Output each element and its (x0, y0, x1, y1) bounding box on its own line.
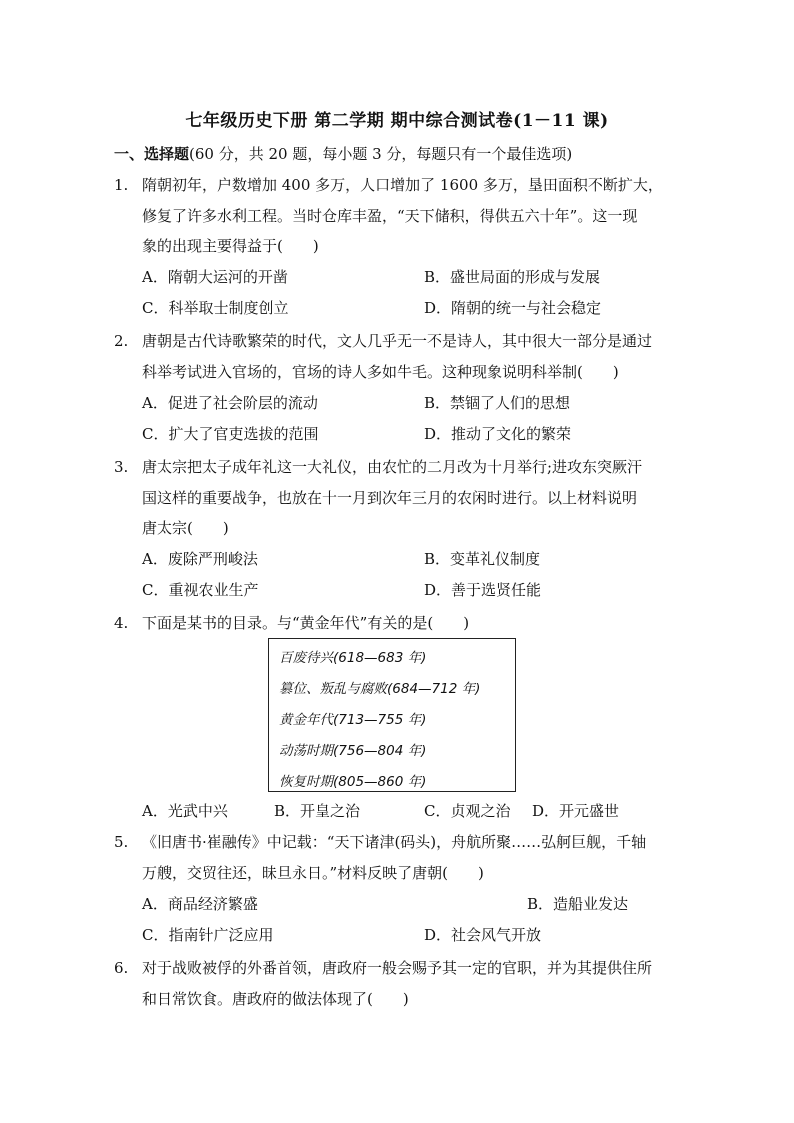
option-a[interactable]: A．光武中兴 (142, 802, 228, 820)
option-c[interactable]: C．科举取士制度创立 (142, 299, 289, 317)
question-text-line: 对于战败被俘的外番首领，唐政府一般会赐予其一定的官职，并为其提供住所 (142, 959, 653, 977)
question-6 (114, 953, 674, 1014)
option-d[interactable]: D．社会风气开放 (424, 926, 542, 944)
option-d[interactable]: D．隋朝的统一与社会稳定 (424, 299, 602, 317)
question-text-line: 科举考试进入官场的，官场的诗人多如牛毛。这种现象说明科举制( ) (142, 362, 619, 381)
question-text-line: 隋朝初年，户数增加 400 多万，人口增加了 1600 多万，垦田面积不断扩大， (142, 176, 663, 194)
option-a[interactable]: A．促进了社会阶层的流动 (142, 394, 318, 412)
option-b[interactable]: B．造船业发达 (527, 895, 629, 913)
question-4 (114, 608, 674, 639)
question-text-line: 和日常饮食。唐政府的做法体现了( ) (142, 989, 409, 1008)
toc-item: 动荡时期(756—804 年) (279, 743, 427, 759)
question-5 (114, 827, 674, 888)
question-text-line: 唐朝是古代诗歌繁荣的时代，文人几乎无一不是诗人，其中很大一部分是通过 (142, 332, 653, 350)
question-2 (114, 326, 674, 387)
question-3 (114, 452, 674, 544)
option-c[interactable]: C．贞观之治 (424, 802, 511, 820)
option-d[interactable]: D．推动了文化的繁荣 (424, 425, 572, 443)
exam-title: 七年级历史下册 第二学期 期中综合测试卷(1－11 课) (185, 111, 609, 131)
option-c[interactable]: C．指南针广泛应用 (142, 926, 274, 944)
toc-item: 恢复时期(805—860 年) (279, 774, 427, 790)
question-number: 5. (114, 833, 129, 851)
question-number: 1. (114, 176, 129, 194)
option-a[interactable]: A．商品经济繁盛 (142, 895, 258, 913)
option-b[interactable]: B．禁锢了人们的思想 (424, 394, 571, 412)
question-1 (114, 170, 674, 262)
question-text-line: 万艘，交贸往还，昧旦永日。”材料反映了唐朝( ) (142, 863, 484, 882)
question-text-line: 国这样的重要战争，也放在十一月到次年三月的农闲时进行。以上材料说明 (142, 488, 638, 507)
question-text-line: 下面是某书的目录。与“黄金年代”有关的是( ) (142, 614, 470, 632)
option-d[interactable]: D．开元盛世 (532, 802, 620, 820)
toc-item: 百废待兴(618—683 年) (279, 650, 427, 666)
question-number: 6. (114, 959, 129, 977)
option-a[interactable]: A．废除严刑峻法 (142, 550, 258, 568)
toc-item: 黄金年代(713—755 年) (279, 712, 427, 728)
option-a[interactable]: A．隋朝大运河的开凿 (142, 268, 288, 286)
option-d[interactable]: D．善于选贤任能 (424, 581, 542, 599)
option-c[interactable]: C．扩大了官吏选拔的范围 (142, 425, 319, 443)
option-b[interactable]: B．盛世局面的形成与发展 (424, 268, 601, 286)
section-title: 一、选择题 (114, 145, 190, 163)
option-b[interactable]: B．变革礼仪制度 (424, 550, 541, 568)
option-b[interactable]: B．开皇之治 (274, 802, 361, 820)
question-text-line: 象的出现主要得益于( ) (142, 237, 319, 255)
question-number: 4. (114, 614, 129, 632)
book-table-of-contents (268, 638, 516, 792)
question-text-line: 唐太宗把太子成年礼这一大礼仪，由农忙的二月改为十月举行;进攻东突厥汗 (142, 458, 643, 476)
question-text-line: 唐太宗( ) (142, 519, 229, 537)
question-number: 2. (114, 332, 129, 350)
question-text-line: 《旧唐书·崔融传》中记载：“天下诸津(码头)，舟航所聚……弘舸巨舰，千轴 (142, 833, 647, 851)
toc-item: 篡位、叛乱与腐败(684—712 年) (279, 681, 481, 697)
section-heading (114, 143, 572, 164)
section-note: (60 分，共 20 题，每小题 3 分，每题只有一个最佳选项) (189, 145, 573, 163)
question-number: 3. (114, 458, 129, 476)
option-c[interactable]: C．重视农业生产 (142, 581, 259, 599)
question-text-line: 修复了许多水利工程。当时仓库丰盈，“天下储积，得供五六十年”。这一现 (142, 206, 638, 225)
